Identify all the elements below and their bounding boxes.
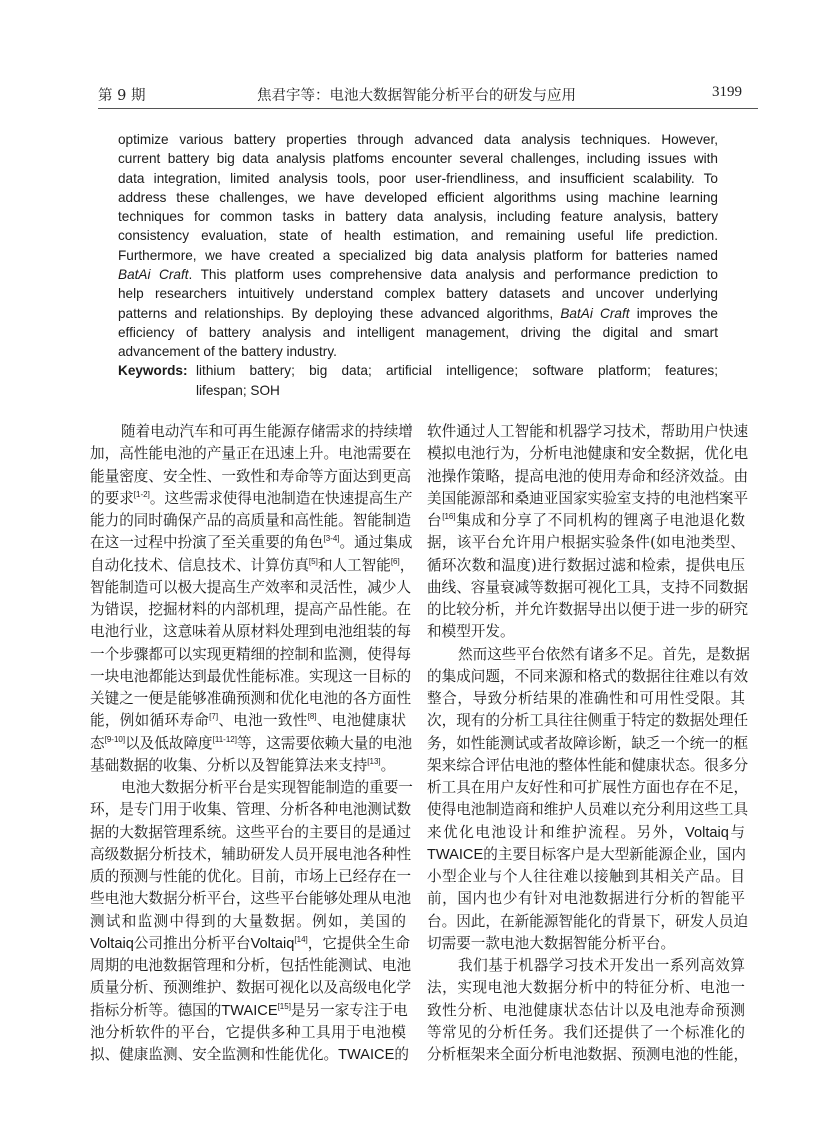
text-line	[118, 188, 718, 207]
text-line	[90, 621, 412, 643]
text-run: 、电池健康状	[316, 712, 406, 730]
text-line	[90, 1000, 406, 1022]
text-line	[427, 733, 749, 755]
keywords-label: Keywords:	[118, 363, 188, 378]
text-line	[90, 644, 412, 666]
text-run: 。这些需求使得电池制造在快速提高生产	[149, 489, 413, 507]
text-line	[90, 955, 412, 977]
text-line	[90, 599, 412, 621]
paragraph	[427, 421, 749, 644]
text-line	[427, 755, 749, 777]
text-run: consistency evaluation, state of health estimation, and remaining useful life prediction.	[118, 228, 718, 244]
text-line	[90, 666, 412, 688]
keywords-line: lifespan; SOH	[196, 383, 280, 398]
text-run: 能力的同时确保产品的高质量和高性能。智能制造	[90, 512, 412, 529]
text-run: 些电池大数据分析平台，这些平台能够处理从电池	[90, 890, 412, 908]
text-run: 据的大数据管理系统。这些平台的主要目的是通过	[90, 823, 412, 841]
text-line	[118, 207, 718, 226]
text-run: 使得电池制造商和维护人员难以充分利用这些工具	[427, 801, 749, 819]
text-run: improves the	[629, 305, 718, 321]
citation-ref: [6]	[390, 556, 400, 566]
text-run: current battery big data analysis platfoms encounter several challenges, including issues with	[118, 151, 718, 167]
text-run: 台。因此，在新能源智能化的背景下，研发人员迫	[427, 912, 749, 930]
header-rule	[98, 108, 758, 109]
text-line	[90, 888, 412, 910]
product-name: Voltaiq	[685, 824, 729, 841]
text-run: 。	[380, 756, 396, 774]
text-line	[427, 933, 745, 955]
text-run: 法，实现电池大数据分析中的特征分析、电池一	[427, 979, 745, 997]
text-run: 的	[394, 1046, 409, 1063]
text-line	[427, 866, 745, 888]
text-line	[427, 844, 745, 866]
text-run: 务，如性能测试或者故障诊断，缺乏一个统一的框	[427, 734, 749, 752]
text-run: efficiency of battery analysis and intelligent management, driving the digital and smart	[118, 324, 718, 340]
text-line	[90, 866, 412, 888]
text-run: 能，例如循环寿命	[90, 712, 210, 730]
text-run: 与	[728, 823, 745, 841]
text-line	[90, 510, 412, 532]
citation-ref: [14]	[294, 934, 308, 944]
text-line	[118, 304, 718, 323]
text-line	[90, 443, 412, 465]
text-run: 以及低故障度	[125, 734, 213, 752]
text-run: 软件通过人工智能和机器学习技术，帮助用户快速	[427, 423, 749, 440]
text-run: 切需要一款电池大数据智能分析平台。	[427, 934, 676, 952]
text-line	[90, 822, 412, 844]
text-line	[90, 688, 412, 710]
page-number: 3199	[712, 84, 742, 100]
text-line	[90, 777, 413, 799]
text-run: data integration, limited analysis tools, poor user-friendliness, and insufficient scalability. To	[118, 170, 718, 186]
text-run: 测试和监测中得到的大量数据。例如，美国的	[90, 912, 406, 930]
text-line	[90, 844, 412, 866]
text-run: 高级数据分析技术，辅助研发人员开展电池各种性	[90, 845, 412, 863]
text-run: 模拟电池行为，分析电池健康和安全数据，优化电	[427, 445, 749, 463]
product-name: Voltaiq	[90, 935, 134, 952]
text-run: 智能制造可以极大提高生产效率和灵活性，减少人	[90, 578, 412, 596]
text-run: 随着电动汽车和可再生能源存储需求的持续增	[121, 423, 413, 440]
platform-name: BatAi Craft	[560, 305, 630, 321]
text-run: 等常见的分析任务。我们还提供了一个标准化的	[427, 1023, 745, 1041]
paragraph	[90, 421, 415, 777]
text-run: 和模型开发。	[427, 623, 515, 641]
text-run: ，它提供全生命	[307, 934, 410, 952]
paragraph	[427, 955, 749, 1066]
text-run: 基础数据的收集、分析以及智能算法来支持	[90, 756, 368, 774]
text-line	[118, 130, 718, 149]
text-line	[90, 532, 413, 554]
text-run: 分析框架来全面分析电池数据、预测电池的性能，	[427, 1046, 749, 1063]
text-line	[90, 911, 406, 933]
text-run: 质的预测与性能的优化。目前，市场上已经存在一	[90, 868, 412, 885]
text-run: 拟、健康监测、安全监测和性能优化。	[90, 1046, 339, 1063]
text-line	[427, 577, 749, 599]
text-run: 我们基于机器学习技术开发出一系列高效算	[458, 957, 745, 974]
text-run: 在这一过程中扮演了至关重要的角色	[90, 534, 324, 552]
citation-ref: [11-12]	[212, 734, 237, 744]
text-line	[118, 149, 718, 168]
text-line	[118, 169, 718, 188]
text-run: 指标分析等。德国的	[90, 1001, 222, 1019]
text-line	[90, 555, 415, 577]
product-name: Voltaiq	[250, 935, 295, 952]
text-run: 一块电池都能达到最优性能标准。实现这一目标的	[90, 667, 412, 685]
text-run: 环，是专门用于收集、管理、分析各种电池测试数	[90, 801, 412, 819]
text-run: 自动化技术、信息技术、计算仿真	[90, 556, 309, 574]
text-run: 态	[90, 734, 105, 752]
text-run: 关键之一便是能够准确预测和优化电池的各方面性	[90, 690, 412, 707]
paragraph	[427, 644, 750, 956]
text-run: techniques for common tasks in battery data analysis, including feature analysis, battery	[118, 209, 718, 225]
text-line	[118, 226, 718, 245]
text-line	[90, 755, 406, 777]
text-run: 加，高性能电池的产量正在迅速上升。电池需要在	[90, 445, 412, 463]
text-run: 致性分析、电池健康状态估计以及电池寿命预测	[427, 1001, 745, 1019]
text-line	[90, 733, 413, 755]
text-line	[427, 443, 749, 465]
text-run: ，	[399, 556, 415, 574]
text-run: 整合，导致分析结果的准确性和可用性受限。其	[427, 690, 745, 707]
text-run: Furthermore, we have created a specialized big data analysis platform for batteries named	[118, 247, 718, 263]
text-line	[427, 777, 749, 799]
text-line	[427, 888, 745, 910]
text-line	[427, 977, 745, 999]
text-line	[90, 1044, 409, 1066]
text-line	[427, 799, 749, 821]
text-line	[90, 799, 412, 821]
text-run: 的集成问题，不同来源和格式的数据往往难以有效	[427, 667, 749, 685]
text-line	[427, 466, 749, 488]
text-run: 曲线、容量衰减等数据可视化工具，支持不同数据	[427, 578, 749, 596]
text-run: 小型企业与个人往往难以接触到其相关产品。目	[427, 868, 745, 885]
product-name: TWAICE	[427, 846, 484, 863]
text-run: 然而这些平台依然有诸多不足。首先，是数据	[458, 645, 750, 663]
text-run: help researchers intuitively understand complex battery datasets and uncover underlying	[118, 286, 718, 302]
journal-issue: 第 9 期	[98, 88, 146, 104]
text-line	[427, 599, 749, 621]
text-run: 能量密度、安全性、一致性和寿命等方面达到更高	[90, 467, 412, 485]
text-run: 循环次数和温度)进行数据过滤和检索，提供电压	[427, 556, 745, 574]
text-run: 的要求	[90, 489, 134, 507]
citation-ref: [1-2]	[133, 489, 150, 499]
text-run: 析工具在用户友好性和可扩展性方面也存在不足，	[427, 779, 749, 796]
text-run: 的主要目标客户是大型新能源企业，国内	[483, 845, 746, 863]
paragraph	[90, 777, 413, 1066]
text-line	[427, 421, 749, 443]
text-run: 架来综合评估电池的整体性能和健康状态。很多分	[427, 756, 749, 774]
text-run: 前，国内也少有针对电池数据进行分析的智能平	[427, 890, 745, 908]
product-name: TWAICE	[338, 1047, 395, 1063]
text-line	[427, 666, 749, 688]
text-line	[427, 488, 749, 510]
text-line	[427, 688, 745, 710]
text-line	[90, 466, 412, 488]
text-line	[427, 555, 745, 577]
platform-name: BatAi Craft	[118, 267, 189, 283]
text-run: 等，这需要依赖大量的电池	[236, 734, 413, 752]
text-run: 。通过集成	[339, 534, 413, 552]
text-run: 次，现有的分析工具往往侧重于特定的数据处理任	[427, 712, 749, 730]
text-run: 是另一家专注于电	[290, 1001, 408, 1019]
citation-ref: [16]	[442, 512, 456, 521]
text-run: patterns and relationships. By deploying these advanced algorithms,	[118, 305, 561, 321]
running-title: 焦君宇等：电池大数据智能分析平台的研发与应用	[257, 88, 576, 104]
text-run: . This platform uses comprehensive data analysis and performance prediction to	[188, 267, 718, 283]
text-line	[427, 911, 749, 933]
text-run: optimize various battery properties through advanced data analysis techniques. However,	[118, 132, 718, 147]
text-run: 台	[427, 512, 443, 529]
text-line	[427, 644, 750, 666]
text-run: 来优化电池设计和维护流程。另外，	[427, 823, 686, 841]
text-line	[118, 284, 718, 303]
body-column-right	[427, 421, 750, 1066]
english-abstract	[118, 130, 718, 362]
body-column-left	[90, 421, 415, 1066]
text-run: 电池大数据分析平台是实现智能制造的重要一	[121, 779, 413, 796]
text-line	[427, 1022, 745, 1044]
text-run: 和人工智能	[317, 556, 391, 574]
text-line	[118, 265, 718, 284]
text-run: 周期的电池数据管理和分析，包括性能测试、电池	[90, 957, 412, 974]
text-line	[118, 342, 718, 361]
text-line	[118, 323, 718, 342]
text-line	[427, 532, 745, 554]
citation-ref: [9-10]	[104, 734, 126, 744]
citation-ref: [15]	[277, 1001, 291, 1011]
text-line	[90, 710, 406, 732]
text-run: 的比较分析，并允许数据导出以便于进一步的研究	[427, 601, 749, 618]
text-run: 美国能源部和桑迪亚国家实验室支持的电池档案平	[427, 489, 749, 507]
citation-ref: [7]	[209, 712, 219, 722]
text-line	[90, 421, 413, 443]
text-run: address these challenges, we have developed efficient algorithms using machine learning	[118, 189, 718, 205]
keywords-line: lithium battery; big data; artificial intelligence; software platform; features;	[196, 363, 718, 378]
text-line	[118, 246, 718, 265]
text-run: 为错误，挖掘材料的内部机理，提高产品性能。在	[90, 601, 412, 618]
citation-ref: [3-4]	[323, 534, 340, 544]
text-line	[427, 621, 745, 643]
text-line	[427, 510, 745, 532]
citation-ref: [8]	[307, 712, 317, 722]
text-run: 公司推出分析平台	[133, 934, 251, 952]
citation-ref: [5]	[308, 556, 318, 566]
text-run: 池操作策略，提高电池的使用寿命和经济效益。由	[427, 467, 749, 485]
text-run: advancement of the battery industry.	[118, 344, 337, 360]
citation-ref: [13]	[367, 756, 381, 766]
text-run: 池分析软件的平台，它提供多种工具用于电池模	[90, 1023, 406, 1041]
text-run: 集成和分享了不同机构的锂离子电池退化数	[455, 512, 745, 529]
text-line	[427, 955, 745, 977]
text-line	[427, 822, 745, 844]
text-line	[90, 577, 412, 599]
text-line	[427, 710, 749, 732]
text-run: 一个步骤都可以实现更精细的控制和监测，使得每	[90, 645, 412, 663]
text-line	[427, 1000, 745, 1022]
text-line	[90, 1022, 406, 1044]
text-line	[90, 977, 412, 999]
text-run: 电池行业，这意味着从原材料处理到电池组装的每	[90, 623, 412, 641]
text-run: 、电池一致性	[218, 712, 308, 730]
product-name: TWAICE	[221, 1002, 278, 1019]
text-line	[90, 933, 410, 955]
text-run: 据，该平台允许用户根据实验条件(如电池类型、	[427, 534, 745, 552]
text-line	[427, 1044, 749, 1066]
text-line	[90, 488, 413, 510]
text-run: 质量分析、预测维护、数据可视化以及高级电化学	[90, 979, 412, 997]
